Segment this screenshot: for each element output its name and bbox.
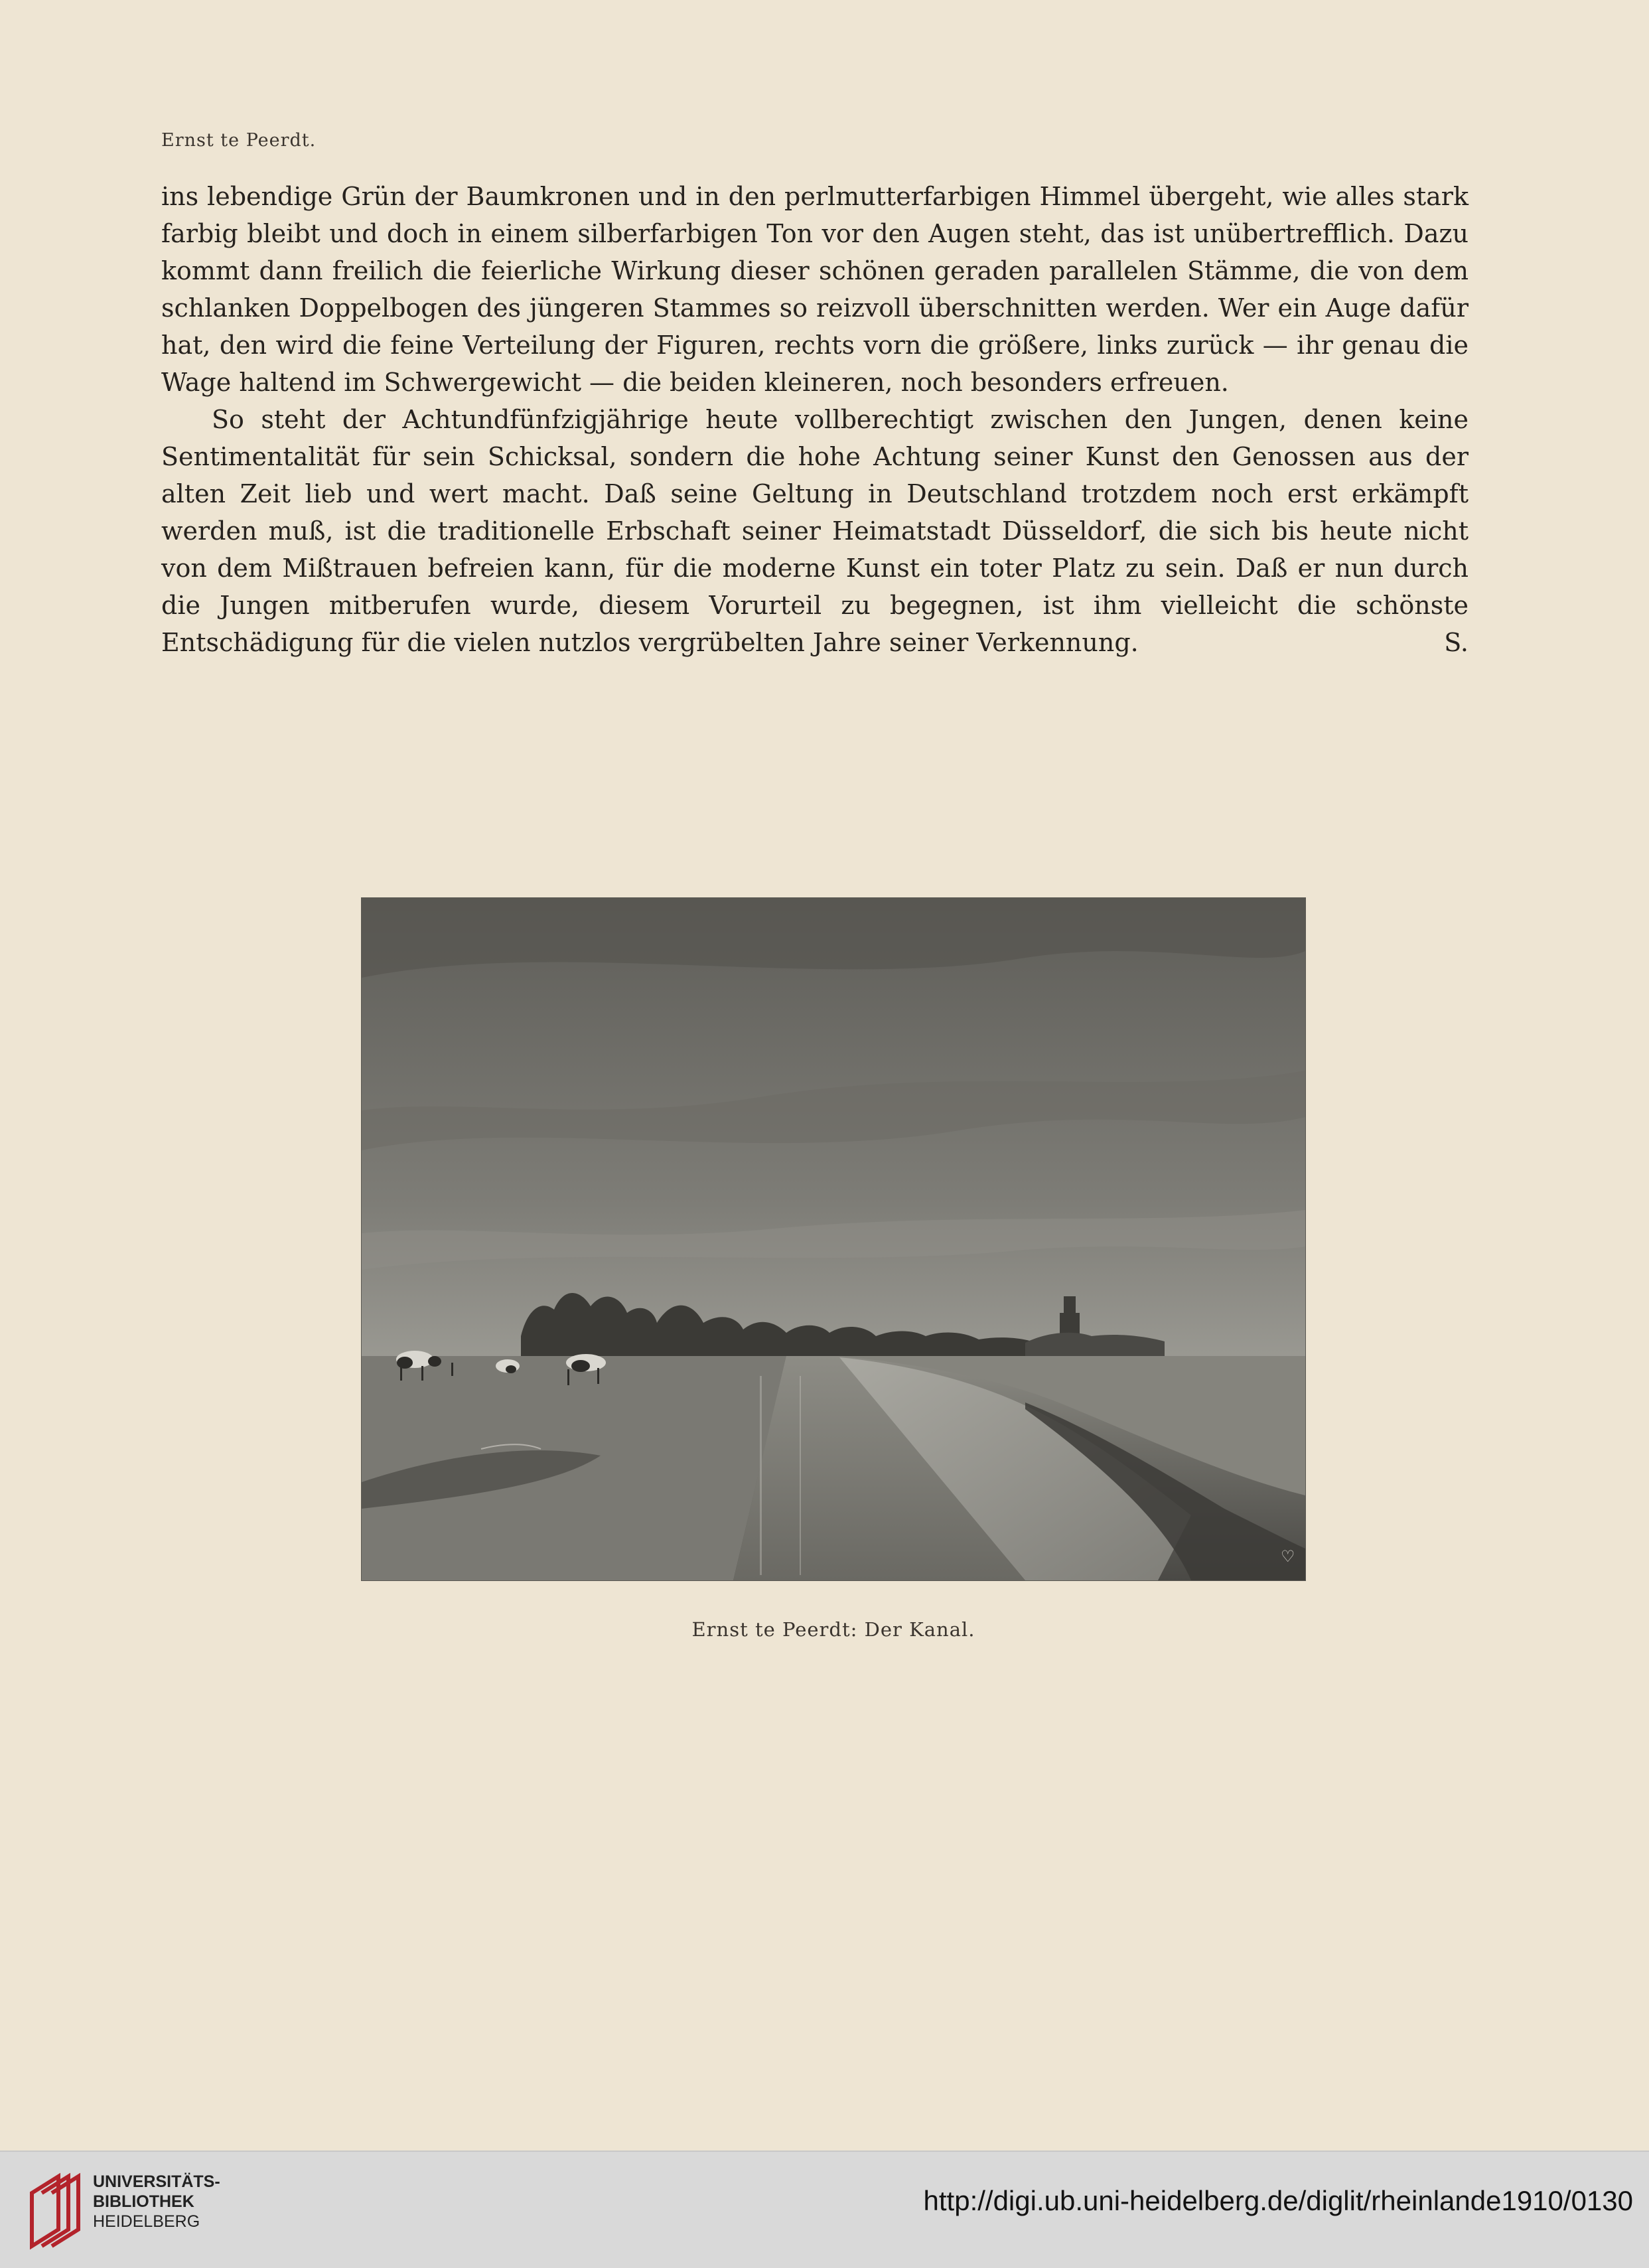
permalink-url[interactable]: http://digi.ub.uni-heidelberg.de/diglit/rheinlande1910/0130 [923, 2185, 1633, 2216]
article-body [161, 178, 1469, 661]
paragraph-2 [161, 401, 1469, 661]
author-signature: S. [1444, 628, 1469, 657]
library-footer [0, 2151, 1649, 2268]
painting-illustration [362, 898, 1305, 1580]
illustration-caption: Ernst te Peerdt: Der Kanal. [691, 1618, 975, 1641]
library-name [93, 2172, 220, 2231]
library-name-line-2: BIBLIOTHEK [93, 2192, 194, 2211]
paragraph-2-text: So steht der Achtundfünfzigjährige heute vollberechtigt zwischen den Jungen, denen keine Sentimentalität für sein Schicksal, sondern die hohe Achtung seiner Kunst den Genossen aus der alten Zeit lieb und wert macht. Daß seine Geltung in Deutschland trotzdem noch erst erkämpft werden muß, ist die traditionelle Erbschaft seiner Heimatstadt Düsseldorf, die sich bis heute nicht von dem Mißtrauen befreien kann, für die moderne Kunst ein toter Platz zu sein. Daß er nun durch die Jungen mitberufen wurde, diesem Vorurteil zu begegnen, ist ihm vielleicht die schönste Entschädigung für die vielen nutzlos vergrübelten Jahre seiner Verkennung. [161, 405, 1469, 657]
running-head: Ernst te Peerdt. [161, 130, 317, 151]
library-name-line-3: HEIDELBERG [93, 2212, 200, 2231]
paragraph-1: ins lebendige Grün der Baumkronen und in den perlmutterfarbigen Himmel übergeht, wie alles stark farbig bleibt und doch in einem silberfarbigen Ton vor den Augen steht, das ist unübertrefflich. Dazu kommt dann freilich die feierliche Wirkung dieser schönen geraden parallelen Stämme, die von dem schlanken Doppelbogen des jüngeren Stammes so reizvoll überschnitten werden. Wer ein Auge dafür hat, den wird die feine Verteilung der Figuren, rechts vorn die größere, links zurück — ihr genau die Wage haltend im Schwergewicht — die beiden kleineren, noch besonders erfreuen. [161, 182, 1469, 397]
ub-heidelberg-logo-icon [19, 2166, 92, 2253]
library-name-line-1: UNIVERSITÄTS- [93, 2172, 220, 2191]
canal-landscape-image [362, 898, 1305, 1580]
artist-monogram: ♡ [1281, 1547, 1295, 1566]
